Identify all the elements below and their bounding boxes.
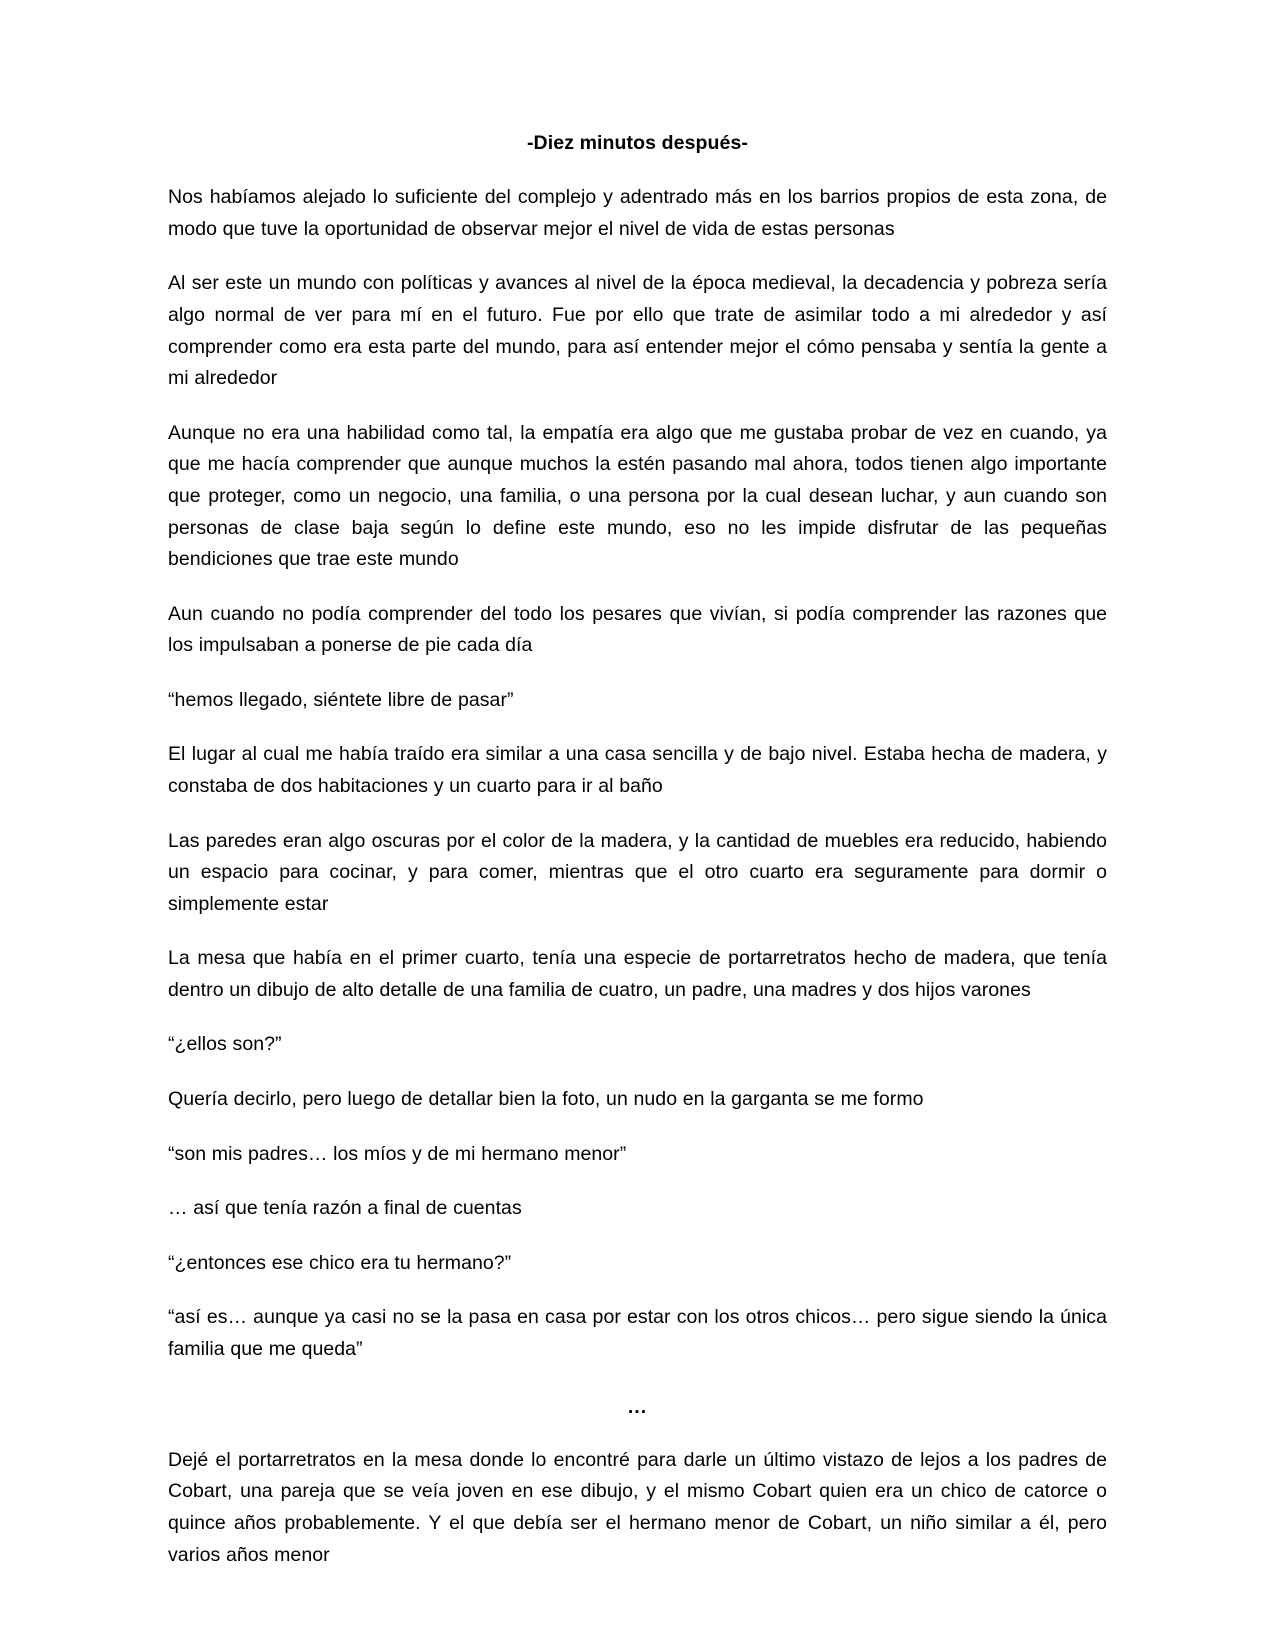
paragraph-dialogue: “así es… aunque ya casi no se la pasa en casa por estar con los otros chicos… pero sigue siendo la única familia que me queda” <box>168 1306 1107 1360</box>
body-section-top <box>168 182 1107 1365</box>
paragraph: El lugar al cual me había traído era similar a una casa sencilla y de bajo nivel. Estaba hecha de madera, y constaba de dos habitaciones y un cuarto para ir al baño <box>168 743 1107 797</box>
paragraph: Aun cuando no podía comprender del todo los pesares que vivían, si podía comprender las razones que los impulsaban a ponerse de pie cada día <box>168 602 1107 657</box>
body-section-bottom <box>168 1445 1107 1571</box>
paragraph-dialogue: “¿ellos son?” <box>168 1033 282 1056</box>
page-title: -Diez minutos después- <box>526 132 749 154</box>
paragraph-dialogue: “hemos llegado, siéntete libre de pasar” <box>168 688 514 711</box>
paragraph: La mesa que había en el primer cuarto, tenía una especie de portarretratos hecho de madera, que tenía dentro un dibujo de alto detalle de una familia de cuatro, un padre, una madres y dos hijos varones <box>168 947 1107 1001</box>
paragraph: Nos habíamos alejado lo suficiente del complejo y adentrado más en los barrios propios de esta zona, de modo que tuve la oportunidad de observar mejor el nivel de vida de estas personas <box>168 186 1107 240</box>
paragraph-dialogue: “¿entonces ese chico era tu hermano?” <box>168 1251 512 1274</box>
paragraph: Dejé el portarretratos en la mesa donde lo encontré para darle un último vistazo de lejos a los padres de Cobart, una pareja que se veía joven en ese dibujo, y el mismo Cobart quien era un chico de catorce o quince años probablemente. Y el que debía ser el hermano menor de Cobart, un niño similar a él, pero varios años menor <box>168 1448 1107 1566</box>
paragraph: … así que tenía razón a final de cuentas <box>168 1197 522 1220</box>
paragraph: Quería decirlo, pero luego de detallar bien la foto, un nudo en la garganta se me formo <box>168 1088 924 1111</box>
paragraph: Aunque no era una habilidad como tal, la empatía era algo que me gustaba probar de vez en cuando, ya que me hacía comprender que aunque muchos la estén pasando mal ahora, todos tienen algo importante que proteger, como un negocio, una familia, o una persona por la cual desean luchar, y aun cuando son personas de clase baja según lo define este mundo, eso no les impide disfrutar de las pequeñas bendiciones que trae este mundo <box>168 421 1107 571</box>
paragraph: Al ser este un mundo con políticas y avances al nivel de la época medieval, la decadencia y pobreza sería algo normal de ver para mí en el futuro. Fue por ello que trate de asimilar todo a mi alrededor y así comprender como era esta parte del mundo, para así entender mejor el cómo pensaba y sentía la gente a mi alrededor <box>168 272 1107 390</box>
section-divider: ... <box>627 1395 648 1418</box>
paragraph: Las paredes eran algo oscuras por el color de la madera, y la cantidad de muebles era reducido, habiendo un espacio para cocinar, y para comer, mientras que el otro cuarto era seguramente para dormir o simplemente estar <box>168 829 1107 915</box>
paragraph-dialogue: “son mis padres… los míos y de mi hermano menor” <box>168 1142 627 1165</box>
